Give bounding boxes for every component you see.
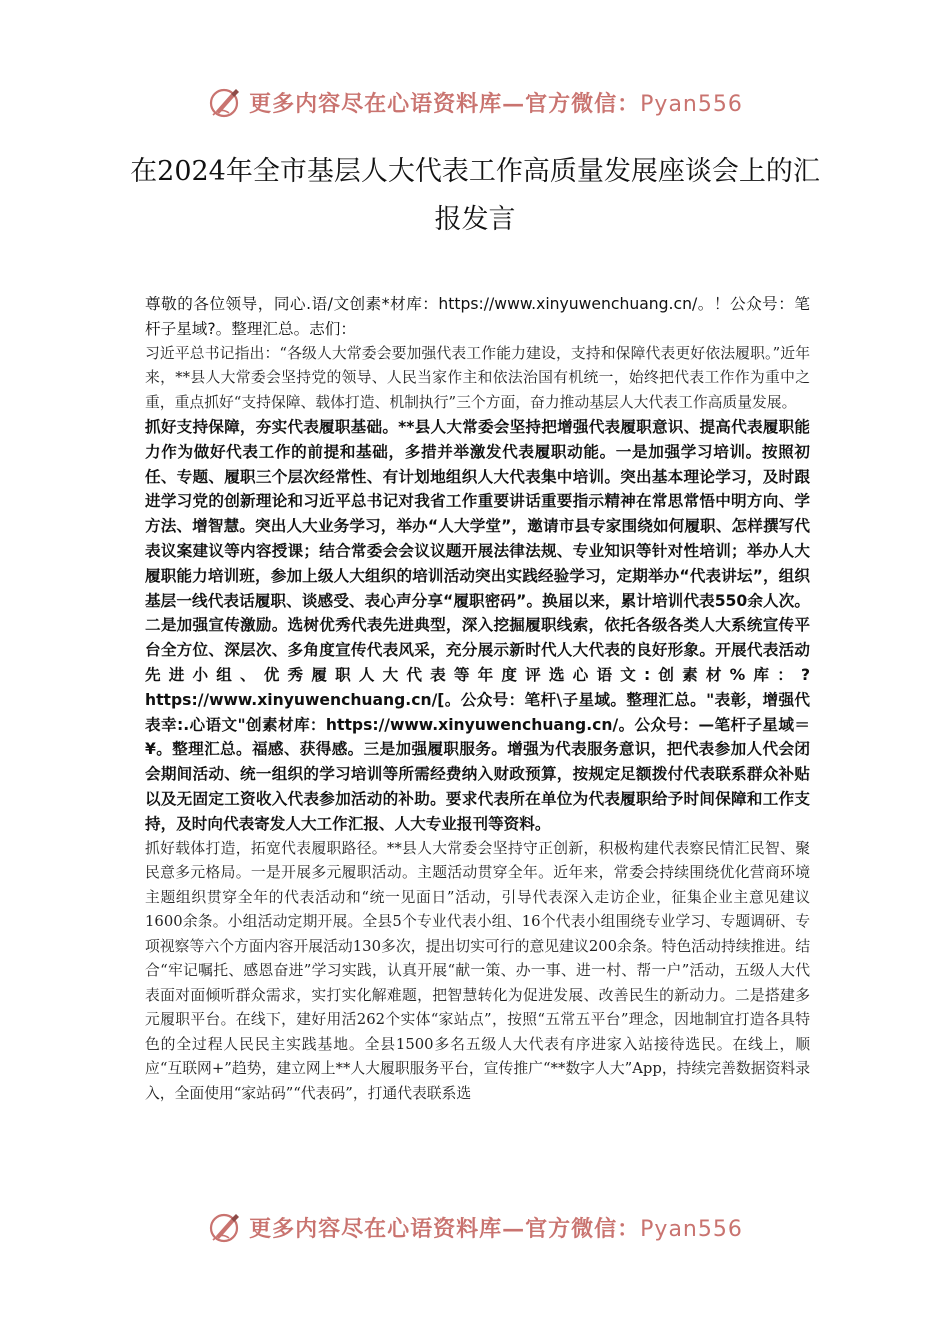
header-banner xyxy=(0,82,950,122)
page-title: 在2024年全市基层人大代表工作高质量发展座谈会上的汇报发言 xyxy=(130,156,820,235)
footer-banner-text: 更多内容尽在心语资料库—官方微信：Pyan556 xyxy=(249,1215,743,1242)
intro-paragraph: 习近平总书记指出：“各级人大常委会要加强代表工作能力建设，支持和保障代表更好依法履职。”近年来，**县人大常委会坚持党的领导、人民当家作主和依法治国有机统一，始终把代表工作作为重中之重，重点抓好“支持保障、载体打造、机制执行”三个方面，奋力推动基层人大代表工作高质量发展。 xyxy=(145,344,810,411)
footer-wechat-id: Pyan556 xyxy=(640,1216,743,1242)
logo-icon xyxy=(207,85,243,119)
logo-icon xyxy=(207,1210,243,1244)
document-body xyxy=(145,292,810,1106)
footer-banner xyxy=(0,1207,950,1247)
header-wechat-id: Pyan556 xyxy=(640,91,743,117)
section-support-paragraph: 抓好支持保障，夯实代表履职基础。**县人大常委会坚持把增强代表履职意识、提高代表履职能力作为做好代表工作的前提和基础，多措并举激发代表履职动能。一是加强学习培训。按照初任、专题、履职三个层次经常性、有计划地组织人大代表集中培训。突出基本理论学习，及时跟进学习党的创新理论和习近平总书记对我省工作重要讲话重要指示精神在常思常悟中明方向、学方法、增智慧。突出人大业务学习，举办“人大学堂”，邀请市县专家围绕如何履职、怎样撰写代表议案建议等内容授课；结合常委会会议议题开展法律法规、专业知识等针对性培训；举办人大履职能力培训班，参加上级人大组织的培训活动突出实践经验学习，定期举办“代表讲坛”，组织基层一线代表话履职、谈感受、表心声分享“履职密码”。换届以来，累计培训代表550余人次。二是加强宣传激励。选树优秀代表先进典型，深入挖掘履职线索，依托各级各类人大系统宣传平台全方位、深层次、多角度宣传代表风采，充分展示新时代人大代表的良好形象。开展代表活动先进小组、优秀履职人大代表等年度评选心语文:创素材%库：?https://www.xinyuwenchuang.cn/[。公众号：笔杆\子星域。整理汇总。"表彰，增强代表幸:.心语文"创素材库：https://www.xinyuwenchuang.cn/。公众号：—笔杆子星域＝¥。整理汇总。福感、获得感。三是加强履职服务。增强为代表服务意识，把代表参加人代会闭会期间活动、统一组织的学习培训等所需经费纳入财政预算，按规定足额拨付代表联系群众补贴以及无固定工资收入代表参加活动的补助。要求代表所在单位为代表履职给予时间保障和工作支持，及时向代表寄发人大工作汇报、人大专业报刊等资料。 xyxy=(145,418,810,833)
section-carrier-paragraph: 抓好载体打造，拓宽代表履职路径。**县人大常委会坚持守正创新，积极构建代表察民情汇民智、聚民意多元格局。一是开展多元履职活动。主题活动贯穿全年。近年来，常委会持续围绕优化营商环境主题组织贯穿全年的代表活动和“统一见面日”活动，引导代表深入走访企业，征集企业主意见建议1600余条。小组活动定期开展。全县5个专业代表小组、16个代表小组围绕专业学习、专题调研、专项视察等六个方面内容开展活动130多次，提出切实可行的意见建议200余条。特色活动持续推进。结合“牢记嘱托、感恩奋进”学习实践，认真开展“献一策、办一事、进一村、帮一户”活动，五级人大代表面对面倾听群众需求，实打实化解难题，把智慧转化为促进发展、改善民生的新动力。二是搭建多元履职平台。在线下，建好用活262个实体“家站点”，按照“五常五平台”理念，因地制宜打造各具特色的全过程人民民主实践基地。全县1500多名五级人大代表有序进家入站接待选民。在线上，顺应“互联网+”趋势，建立网上**人大履职服务平台，宣传推广“**数字人大”App，持续完善数据资料录入，全面使用“家站码”“代表码”，打通代表联系选 xyxy=(145,839,810,1102)
header-banner-text: 更多内容尽在心语资料库—官方微信：Pyan556 xyxy=(249,90,743,117)
salutation-paragraph: 尊敬的各位领导，同心.语/文创素*材库：https://www.xinyuwenchuang.cn/。！公众号：笔杆子星域?。整理汇总。志们： xyxy=(145,295,810,338)
